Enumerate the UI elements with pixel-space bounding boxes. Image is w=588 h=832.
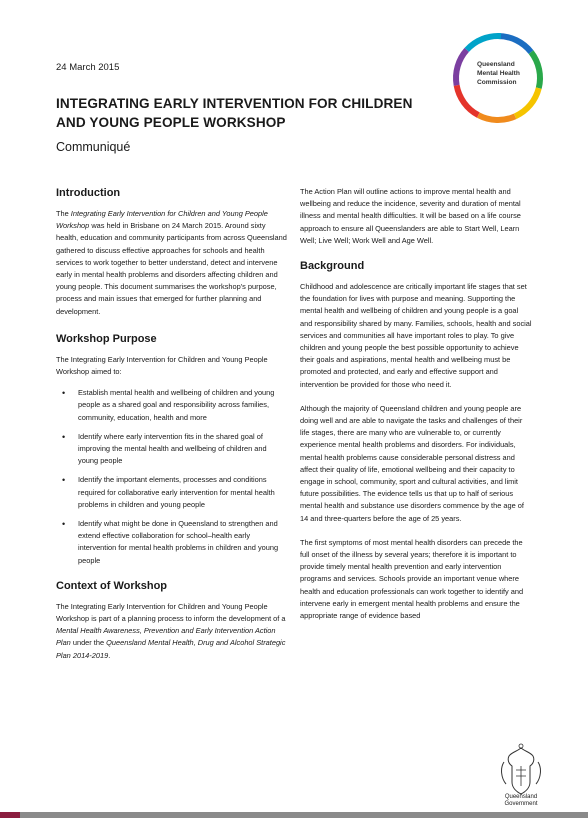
purpose-item: • Identify the important elements, processes and conditions required for collaborative early intervention for mental health problems in children and young people: [56, 474, 288, 511]
logo-line-queensland: Queensland: [477, 61, 515, 68]
purpose-item: • Establish mental health and wellbeing of children and young people as a shared goal and responsibility across families, community, education, health and more: [56, 387, 288, 424]
intro-text-b: was held in Brisbane on 24 March 2015. Around sixty health, education and community participants from across Queensland gathered to discuss effective approaches for schools and health services to work together to better understand, detect and intervene early in mental health problems and disorders affecting children and young people. This document summarises the workshop's purpose, process and main issues that emerged for further planning and development.: [56, 221, 287, 316]
document-title: INTEGRATING EARLY INTERVENTION FOR CHILDREN AND YOUNG PEOPLE WORKSHOP: [56, 96, 413, 130]
background-paragraph-3: The first symptoms of most mental health disorders can precede the full onset of the illness by several years; therefore it is important to provide timely mental health prevention and early intervention programs and services. Schools provide an important venue where health and education professionals can work together to identify and intervene early in emergent mental health problems and ensure the appropriate range of evidence based: [300, 537, 524, 621]
logo-text: [477, 60, 520, 87]
right-column: [300, 186, 532, 631]
introduction-paragraph: [56, 208, 288, 318]
gov-line-government: Government: [504, 801, 538, 807]
context-text-a: The Integrating Early Intervention for Children and Young People Workshop is part of a planning process to inform the development of a: [56, 601, 286, 624]
context-heading: Context of Workshop: [56, 579, 168, 592]
footer-accent: [0, 812, 20, 818]
context-paragraph: [56, 601, 288, 662]
purpose-item: • Identify where early intervention fits in the shared goal of improving the mental health and wellbeing of children and young people: [56, 431, 288, 468]
document-subtitle: Communiqué: [56, 140, 131, 154]
footer-stripe: [0, 812, 588, 818]
purpose-item: • Identify what might be done in Queensland to strengthen and extend effective collaboration for school–health early intervention for mental health problems in children and young people: [56, 518, 288, 567]
background-paragraph-2: Although the majority of Queensland children and young people are doing well and are able to navigate the tasks and challenges of their life stages, there are many who are vulnerable to, or currently experience mental health problems and disorders. For individuals, mental health problems cause considerable personal distress and affect their quality of life, emotional wellbeing and their capacity to engage in school, community, sport and cultural activities, and limit future possibilities. The evidence tells us that up to half of serious mental health and substance use disorders commence by the age of 14 and three-quarters before the age of 25 years.: [300, 403, 524, 523]
background-heading: Background: [300, 260, 365, 273]
background-paragraph-1: Childhood and adolescence are critically important life stages that set the foundation for lives with purpose and meaning. Supporting the mental health and wellbeing of children and young people is a goal and responsibility shared by many. Families, schools, health and social services and communities all have important roles to play. To give children and young people the best possible opportunity to achieve their goals and aspirations, mental health and wellbeing must be promoted and protected, and early and effective support and intervention be provided for those who need it.: [300, 282, 532, 389]
context-text-c: .: [108, 650, 111, 660]
left-column: [56, 186, 288, 671]
purpose-list: [56, 387, 288, 567]
purpose-intro: The Integrating Early Intervention for Children and Young People Workshop aimed to:: [56, 354, 268, 377]
workshop-purpose-heading: Workshop Purpose: [56, 332, 157, 345]
queensland-government-label: [496, 794, 546, 808]
document-date: 24 March 2015: [56, 62, 120, 73]
context-text-b: under the: [70, 638, 107, 648]
logo-line-mental-health: Mental Health: [477, 70, 520, 77]
intro-text-a: The: [56, 209, 71, 218]
context-text-em: Mental Health Awareness, Prevention and Early Intervention Action Plan: [56, 626, 276, 648]
introduction-heading: Introduction: [56, 187, 121, 199]
gov-line-queensland: Queensland: [504, 794, 538, 800]
action-plan-paragraph: The Action Plan will outline actions to improve mental health and wellbeing and reduce the incidence, severity and duration of mental illness and mental health difficulties. It will be based on a life course approach to ensure all Queenslanders are able to Start Well, Learn Well; Live Well; Work Well and Age Well.: [300, 187, 521, 245]
logo-line-commission: Commission: [477, 79, 517, 86]
intro-text-em: Integrating Early Intervention for Children and Young People Workshop: [56, 209, 268, 231]
context-text-em2: Queensland Mental Health, Drug and Alcohol Strategic Plan 2014-2019: [56, 638, 286, 660]
